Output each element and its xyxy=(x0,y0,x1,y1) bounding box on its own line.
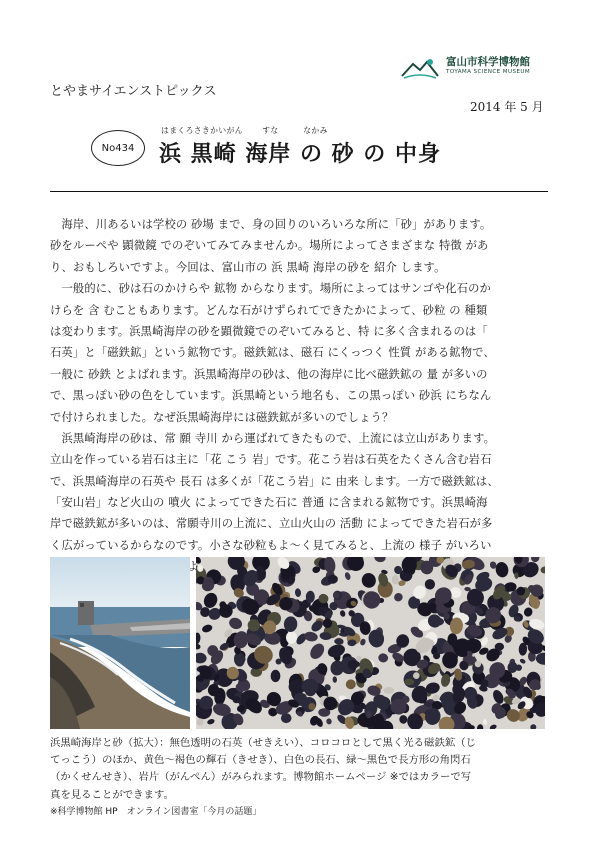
body-line: 石英」と「磁鉄鉱」という鉱物です。磁鉄鉱は、磁石 にくっつく 性質 がある鉱物で、 xyxy=(50,346,495,360)
title-divider xyxy=(50,191,548,192)
issue-date: 2014 年 5 月 xyxy=(470,100,544,114)
article-body xyxy=(50,214,550,578)
museum-name-en: TOYAMA SCIENCE MUSEUM xyxy=(446,69,531,75)
sand-grain xyxy=(404,679,414,686)
body-line: で付けられました。なぜ浜黒崎海岸には磁鉄鉱が多いのでしょう？ xyxy=(50,410,394,424)
body-line: 海岸、川あるいは学校の 砂場 まで、身の回りのいろいろな所に「砂」があります。 xyxy=(50,218,492,231)
sand-magnified-photo xyxy=(196,557,545,729)
body-line: 砂をルーペや 顕微鏡 でのぞいてみてみませんか。場所によってさまざまな 特徴 があ xyxy=(50,239,489,253)
museum-logo-mark-icon xyxy=(400,56,440,80)
museum-name: 富山市科学博物館 xyxy=(446,56,530,68)
sand-grain xyxy=(324,697,338,711)
body-line: 「安山岩」など火山の 噴火 によってできた石に 普通 に含まれる鉱物です。浜黒崎海 xyxy=(50,496,488,510)
body-line: く広がっているからなのです。小さな砂粒もよ～く見てみると、上流の 様子 がいろい xyxy=(50,538,492,552)
body-line: は変わります。浜黒崎海岸の砂を顕微鏡でのぞいてみると、特 に多く含まれるのは「 xyxy=(50,324,488,338)
beach-photo xyxy=(50,557,190,729)
sand-grain xyxy=(281,713,292,723)
photo-caption xyxy=(50,735,550,804)
body-line: り、おもしろいですよ。今回は、富山市の 浜 黒崎 海岸の砂を 紹介 します。 xyxy=(50,260,446,274)
title-ruby: はまくろさきかいがん すな なかみ xyxy=(161,126,328,135)
body-line: 一般に 砂鉄 とよばれます。浜黒崎海岸の砂は、他の海岸に比べ磁鉄鉱の 量 が多いの xyxy=(50,367,488,381)
series-title: とやまサイエンストピックス xyxy=(50,84,217,99)
body-line: けらを 含 むこともあります。どんな石がけずられてできたかによって、砂粒 の 種類 xyxy=(50,303,488,317)
body-line: 浜黒崎海岸の砂は、常 願 寺川 から運ばれてきたもので、上流には立山があります。 xyxy=(50,431,496,445)
caption-line: 真を見ることができます。 xyxy=(50,788,174,801)
body-line: で、黒っぽい砂の色をしています。浜黒崎という地名も、この黒っぽい 砂浜 にちなん xyxy=(50,389,492,403)
sand-grain xyxy=(208,684,219,696)
sand-grain xyxy=(392,575,399,585)
body-line: 岸で磁鉄鉱が多いのは、常願寺川の上流に、立山火山の 活動 によってできた岩石が多 xyxy=(50,517,493,531)
caption-line: （かくせんせき）、岩片（がんぺん）がみられます。博物館ホームページ ※ではカラーで写 xyxy=(50,771,472,784)
museum-logo xyxy=(400,52,575,82)
footnote: ※科学博物館 HP オンライン図書室「今月の話題」 xyxy=(50,807,262,817)
issue-number-badge xyxy=(91,130,145,166)
article-title: 浜 黒崎 海岸 の 砂 の 中身 xyxy=(159,142,441,167)
body-line: 一般的に、砂は石のかけらや 鉱物 からなります。場所によってはサンゴや化石のか xyxy=(50,282,491,296)
body-line: で、浜黒崎海岸の石英や 長石 は多くが「花こう岩」に 由来 します。一方で磁鉄鉱は、 xyxy=(50,474,499,488)
issue-number: No434 xyxy=(101,142,135,154)
caption-line: てっこう）のほか、黄色～褐色の輝石（きせき）、白色の長石、緑～黒色で長方形の角閃石 xyxy=(50,754,471,767)
body-line: 立山を作っている岩石は主に「花 こう 岩」です。花こう岩は石英をたくさん含む岩石 xyxy=(50,453,492,467)
caption-line: 浜黒崎海岸と砂（拡大）：無色透明の石英（せきえい）、コロコロとして黒く光る磁鉄鉱（じ xyxy=(50,737,477,749)
